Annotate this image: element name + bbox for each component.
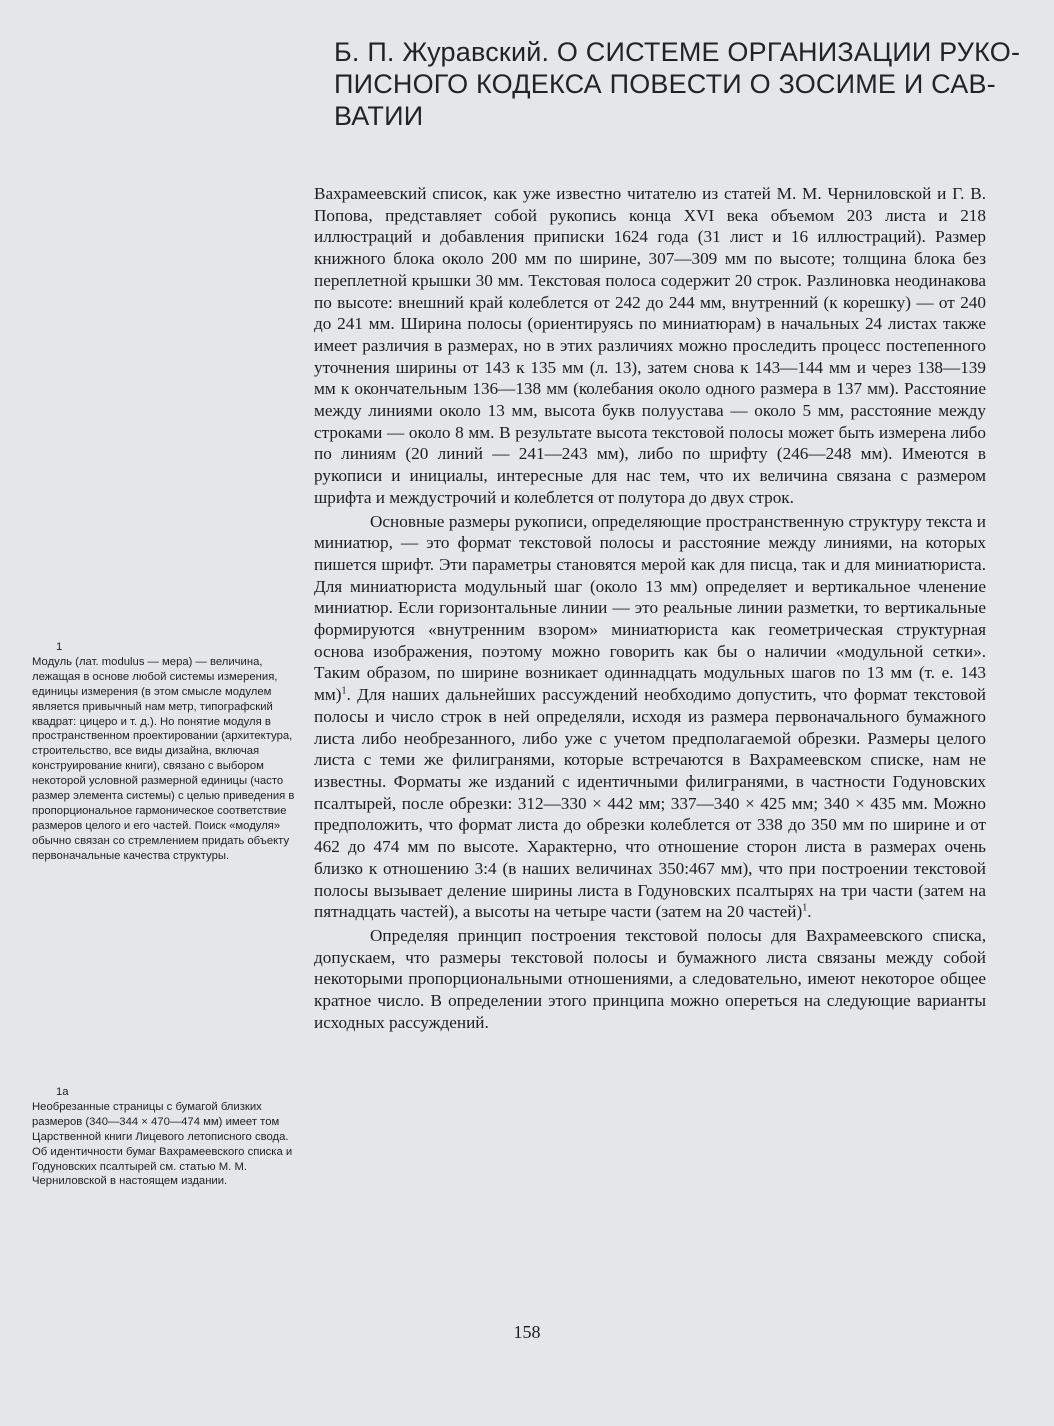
title-line: ВАТИИ bbox=[334, 101, 424, 131]
paragraph-2 bbox=[314, 511, 986, 923]
paragraph-3: Определяя принцип построения текстовой полосы для Вахрамеевского списка, допускаем, что размеры текстовой полосы и бумажного листа связаны между собой некоторыми пропорциональными отношениями, а следовательно, имеют некоторое общее кратное число. В определении этого принципа можно опереться на следующие варианты исходных рассуждений. bbox=[314, 925, 986, 1032]
paragraph-2-part-a: Основные размеры рукописи, определяющие пространственную структуру текста и миниатюр, — это формат текстовой полосы и расстояние между линиями, на которых пишется шрифт. Эти параметры становятся мерой как для писца, так и для миниатюриста. Для миниатюриста модульный шаг (около 13 мм) определяет и вертикальное членение миниатюр. Если горизонтальные линии — это реальные линии разметки, то вертикальные формируются «внутренним взором» миниатюриста как геометрическая структурная основа изображения, поэтому можно говорить как бы о наличии «модульной сетки». Таким образом, по ширине возникает одиннадцать модульных шагов по 13 мм (т. е. 143 мм) bbox=[314, 511, 986, 705]
paragraph-1: Вахрамеевский список, как уже известно читателю из статей М. М. Черниловской и Г. В. Попова, представляет собой рукопись конца XVI века объемом 203 листа и 218 иллюстраций и добавления приписки 1624 года (31 лист и 16 иллюстраций). Размер книжного блока около 200 мм по ширине, 307—309 мм по высоте; толщина блока без переплетной крышки 30 мм. Текстовая полоса содержит 20 строк. Разлиновка неодинакова по высоте: внешний край колеблется от 242 до 244 мм, внутренний (к корешку) — от 240 до 241 мм. Ширина полосы (ориентируясь по миниатюрам) в начальных 24 листах также имеет различия в размерах, но в этих различиях можно проследить процесс постепенного уточнения ширины от 143 к 135 мм (л. 13), затем снова к 143—144 мм и через 138—139 мм к окончательным 136—138 мм (колебания около одного размера в 137 мм). Расстояние между линиями около 13 мм, высота букв полуустава — около 5 мм, расстояние между строками — около 8 мм. В результате высота текстовой полосы может быть измерена либо по линиям (20 линий — 241—243 мм), либо по шрифту (246—248 мм). Имеются в рукописи и инициалы, интересные для нас тем, что их величина связана с размером шрифта и междустрочий и колеблется от полутора до двух строк. bbox=[314, 184, 986, 507]
paragraph-2-part-c: . bbox=[807, 902, 812, 922]
note-text: Необрезанные страницы с бумагой близких размеров (340—344 × 470—474 мм) имеет том Царственной книги Лицевого летописного свода. Об идентичности бумаг Вахрамеевского списка и Годуновских псалтырей см. статью М. М. Черниловской в настоящем издании. bbox=[32, 1100, 293, 1188]
note-text: Модуль (лат. modulus — мера) — величина, лежащая в основе любой системы измерения, единицы измерения (в этом смысле модулем является привычный нам метр, типографский квадрат: цицеро и т. д.). Но понятие модуля в пространственном проектировании (архитектура, строительство, все виды дизайна, включая конструирование книги), связано с выбором некоторой условной размерной единицы (часто размер элемента системы) с целью приведения в пропорциональное гармоническое соответствие размеров целого и его частей. Поиск «модуля» обычно связан со стремлением придать объекту первоначальные качества структуры. bbox=[32, 655, 295, 862]
margin-note-1a bbox=[32, 1085, 300, 1189]
title-line: Б. П. Журавский. О СИСТЕМЕ ОРГАНИЗАЦИИ РУКО- bbox=[334, 37, 1021, 67]
footnote-ref: 1 bbox=[802, 902, 808, 914]
paragraph-2-part-b: . Для наших дальнейших рассуждений необходимо допустить, что формат текстовой полосы и число строк в ней определяли, исходя из размера первоначального бумажного листа либо необрезанного, либо уже с учетом предполагаемой обрезки. Размеры целого листа с теми же филигранями, которые встречаются в Вахрамеевском списке, нам не известны. Форматы же изданий с идентичными филигранями, в частности Годуновских псалтырей, после обрезки: 312—330 × 442 мм; 337—340 × 425 мм; 340 × 435 мм. Можно предположить, что формат листа до обрезки колеблется от 338 до 350 мм по ширине и от 462 до 474 мм по высоте. Характерно, что отношение сторон листа в размерах очень близко к отношению 3:4 (в наших величинах 350:467 мм), что при построении текстовой полосы вызывает деление ширины листа в Годуновских псалтырях на три части (затем на пятнадцать частей), а высоты на четыре части (затем на 20 частей) bbox=[314, 685, 986, 922]
footnote-ref: 1 bbox=[341, 685, 347, 697]
title-line: ПИСНОГО КОДЕКСА ПОВЕСТИ О ЗОСИМЕ И САВ- bbox=[334, 69, 996, 99]
article-title bbox=[334, 36, 1021, 132]
margin-note-1 bbox=[32, 640, 300, 864]
page-number: 158 bbox=[513, 1322, 541, 1342]
note-number: 1а bbox=[56, 1086, 69, 1098]
note-number: 1 bbox=[56, 641, 63, 653]
article-body bbox=[314, 183, 986, 1033]
